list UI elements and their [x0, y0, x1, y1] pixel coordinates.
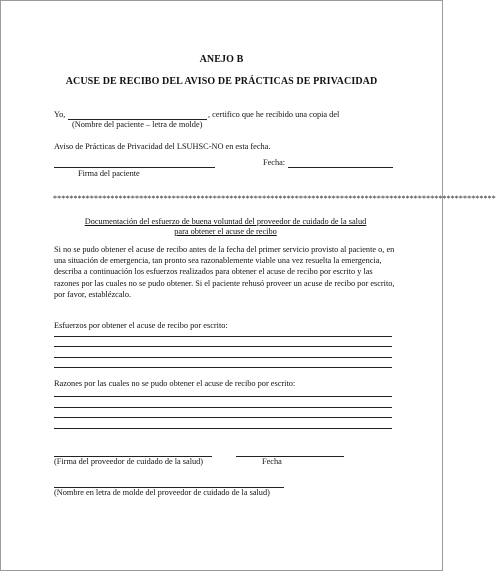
provider-date-caption: Fecha — [262, 457, 282, 466]
provider-signature-caption: (Firma del proveedor de cuidado de la salud) — [54, 457, 204, 466]
efforts-label: Esfuerzos por obtener el acuse de recibo por escrito: — [54, 321, 228, 330]
instructions-paragraph: Si no se pudo obtener el acuse de recibo antes de la fecha del primer servicio provisto al paciente o, en una situación de emergencia, tan pronto sea razonablemente viable una vez resuelta la emergencia, describa a continuación los esfuerzos realizados para obtener el acuse de recibo por escrito y las razones por las cuales no se pudo obtener. Si el paciente rehusó proveer un acuse de recibo por escrito, por favor, establézcalo. — [54, 245, 395, 299]
reasons-line-2 — [54, 407, 392, 408]
reasons-line-1 — [54, 396, 392, 397]
reasons-label: Razones por las cuales no se pudo obtener el acuse de recibo por escrito: — [54, 379, 296, 388]
efforts-line-4 — [54, 367, 392, 368]
provider-name-caption: (Nombre en letra de molde del proveedor de cuidado de la salud) — [54, 488, 270, 497]
patient-name-caption: (Nombre del paciente – letra de molde) — [72, 120, 203, 129]
reasons-line-4 — [54, 428, 392, 429]
reasons-line-3 — [54, 417, 392, 418]
yo-prefix: Yo, — [54, 110, 66, 119]
patient-date-line — [288, 167, 393, 168]
efforts-line-2 — [54, 346, 392, 347]
certify-text: , certifico que he recibido una copia del — [208, 110, 340, 119]
patient-signature-caption: Firma del paciente — [78, 169, 140, 178]
notice-line: Aviso de Prácticas de Privacidad del LSUHSC-NO en esta fecha. — [54, 142, 271, 151]
provider-date-line — [236, 456, 344, 457]
main-title: ACUSE DE RECIBO DEL AVISO DE PRÁCTICAS DE PRIVACIDAD — [65, 76, 378, 87]
section-title-line1: Documentación del esfuerzo de buena voluntad del proveedor de cuidado de la salud — [84, 217, 367, 226]
date-label: Fecha: — [263, 158, 286, 167]
annex-title: ANEJO B — [199, 54, 244, 65]
section-title-line2: para obtener el acuse de recibo — [174, 227, 277, 236]
patient-signature-line — [54, 167, 215, 168]
asterisk-separator: ************************************************************************************************************ — [53, 194, 496, 203]
efforts-line-3 — [54, 357, 392, 358]
efforts-line-1 — [54, 336, 392, 337]
